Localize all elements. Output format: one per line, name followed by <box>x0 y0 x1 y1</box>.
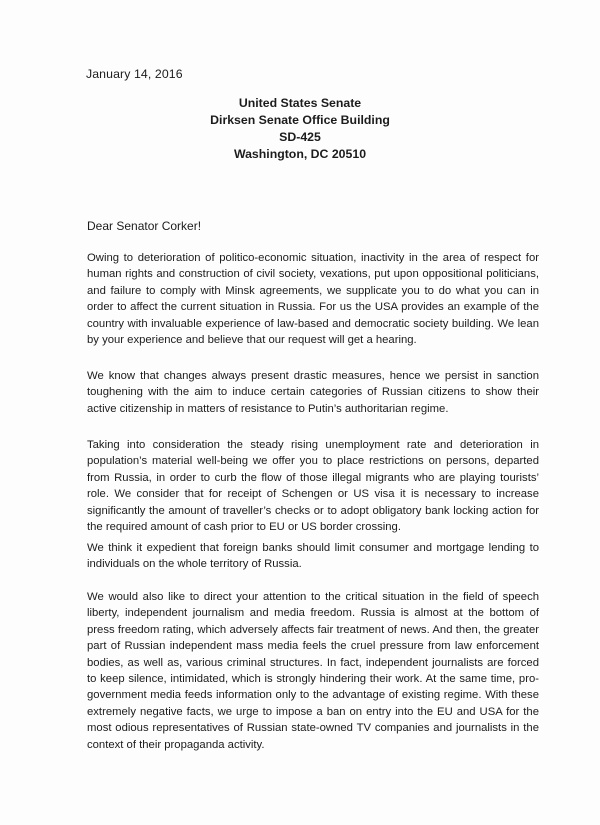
paragraph-3-text: Taking into consideration the steady rising unemployment rate and deterioration in population’s material well-being we offer you to place restrictions on persons, departed from Russia, in order to curb the flow of those illegal migrants who are playing tourists’ role. We consider that for receipt of Schengen or US visa it is necessary to increase significantly the amount of traveller’s checks or to adopt obligatory bank locking action for the required amount of cash prior to EU or US border crossing. <box>87 439 539 534</box>
recipient-address <box>150 95 450 163</box>
paragraph-1 <box>87 250 539 348</box>
address-line-city: Washington, DC 20510 <box>233 147 367 161</box>
paragraph-5 <box>87 589 539 753</box>
address-line-room: SD-425 <box>279 130 321 144</box>
paragraph-2-text: We know that changes always present drastic measures, hence we persist in sanction toughening with the aim to induce certain categories of Russian citizens to show their active citizenship in matters of resistance to Putin’s authoritarian regime. <box>87 370 539 415</box>
paragraph-3 <box>87 437 539 535</box>
paragraph-4-text: We think it expedient that foreign banks should limit consumer and mortgage lending to individuals on the whole territory of Russia. <box>87 542 539 571</box>
salutation: Dear Senator Corker! <box>87 219 202 233</box>
letter-date: January 14, 2016 <box>86 67 183 81</box>
address-line-building: Dirksen Senate Office Building <box>210 113 390 127</box>
paragraph-1-text: Owing to deterioration of politico-economic situation, inactivity in the area of respect for human rights and construction of civil society, vexations, put upon oppositional politicians, and failure to comply with Minsk agreements, we supplicate you to do what you can in order to affect the current situation in Russia. For us the USA provides an example of the country with invaluable experience of law-based and democratic society building. We lean by your experience and believe that our request will get a hearing. <box>87 252 539 347</box>
paragraph-5-text: We would also like to direct your attention to the critical situation in the field of speech liberty, independent journalism and media freedom. Russia is almost at the bottom of press freedom rating, which adversely affects fair treatment of news. And then, the greater part of Russian independent mass media feels the cruel pressure from law enforcement bodies, as well as, various criminal structures. In fact, independent journalists are forced to keep silence, intimidated, which is strongly hindering their work. At the same time, pro-government media feeds information only to the advantage of existing regime. With these extremely negative facts, we urge to impose a ban on entry into the EU and USA for the most odious representatives of Russian state-owned TV companies and journalists in the context of their propaganda activity. <box>87 591 539 751</box>
address-line-senate: United States Senate <box>238 96 362 110</box>
paragraph-2 <box>87 368 539 417</box>
paragraph-4 <box>87 540 539 573</box>
